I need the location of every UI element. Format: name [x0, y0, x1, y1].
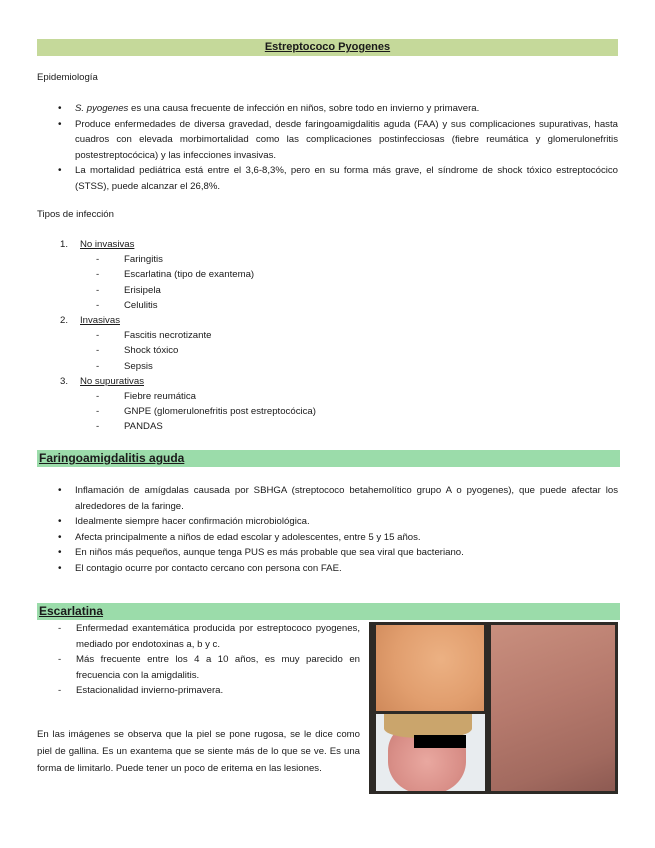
list-item: • Afecta principalmente a niños de edad escolar y adolescentes, entre 5 y 15 años. — [58, 530, 618, 546]
epidemiologia-heading: Epidemiología — [37, 72, 98, 83]
list-item: - PANDAS — [96, 421, 163, 433]
list-item: - Escarlatina (tipo de exantema) — [96, 269, 255, 281]
eye-censor-bar — [414, 735, 466, 748]
category-no-supurativas: 3. No supurativas - Fiebre reumática - GNPE (glomerulonefritis post estreptocócica) - PANDAS — [60, 374, 560, 435]
list-item: - Sepsis — [96, 360, 153, 372]
list-item: • S. pyogenes es una causa frecuente de infección en niños, sobre todo en invierno y primavera. — [58, 101, 618, 117]
list-item: - Faringitis — [96, 254, 163, 266]
page-title: Estreptococo Pyogenes — [37, 39, 618, 56]
tipos-heading: Tipos de infección — [37, 209, 114, 220]
list-item: • El contagio ocurre por contacto cercano con persona con FAE. — [58, 561, 618, 577]
category-no-invasivas: 1. No invasivas - Faringitis - Escarlatina (tipo de exantema) - Erisipela - Celulitis — [60, 237, 560, 313]
escarlatina-list — [56, 621, 360, 699]
tipos-list — [60, 237, 560, 435]
list-item: • Produce enfermedades de diversa gravedad, desde faringoamigdalitis aguda (FAA) y sus complicaciones supurativas, hasta cuadros con elevada morbimortalidad como las complicaciones postinfecciosas (fiebre reumática y glomerulonefritis postestreptocócica) y las infecciones invasivas. — [58, 117, 618, 164]
list-item: - GNPE (glomerulonefritis post estreptocócica) — [96, 406, 316, 418]
child-face-photo — [376, 714, 485, 791]
list-item: - Fiebre reumática — [96, 391, 196, 403]
category-invasivas: 2. Invasivas - Fascitis necrotizante - Shock tóxico - Sepsis — [60, 313, 560, 374]
list-item: - Erisipela — [96, 284, 161, 296]
skin-closeup-photo — [376, 625, 484, 711]
list-item: - Enfermedad exantemática producida por estreptococo pyogenes, mediado por endotoxinas a, b y c. — [56, 621, 360, 652]
list-item: - Fascitis necrotizante — [96, 330, 212, 342]
category-label: No invasivas — [80, 239, 135, 250]
list-item: • Inflamación de amígdalas causada por SBHGA (streptococo betahemolítico grupo A o pyogenes), que puede afectar los alrededores de la faringe. — [58, 483, 618, 514]
category-label: No supurativas — [80, 375, 144, 387]
list-item: - Shock tóxico — [96, 345, 179, 357]
list-item: • Idealmente siempre hacer confirmación microbiológica. — [58, 514, 618, 530]
faringo-list — [58, 483, 618, 576]
escarlatina-heading: Escarlatina — [37, 603, 620, 620]
list-item: - Más frecuente entre los 4 a 10 años, es muy parecido en frecuencia con la amigdalitis. — [56, 652, 360, 683]
escarlatina-paragraph: En las imágenes se observa que la piel se pone rugosa, se le dice como piel de gallina. Es un exantema que se siente más de lo que se ve. Es una forma de limitarlo. Puede tener un poco de eritema en las lesiones. — [37, 729, 360, 774]
list-item: - Estacionalidad invierno-primavera. — [56, 683, 360, 699]
list-item: • En niños más pequeños, aunque tenga PUS es más probable que sea viral que bacteriano. — [58, 545, 618, 561]
list-item: • La mortalidad pediátrica está entre el 3,6-8,3%, pero en su forma más grave, el síndrome de shock tóxico estreptocócico (STSS), puede alcanzar el 26,8%. — [58, 163, 618, 194]
epidemiologia-list — [58, 101, 618, 194]
list-item: - Celulitis — [96, 299, 158, 311]
trunk-rash-photo — [491, 625, 615, 791]
category-label: Invasivas — [80, 315, 120, 327]
faringo-heading: Faringoamigdalitis aguda — [37, 450, 620, 467]
